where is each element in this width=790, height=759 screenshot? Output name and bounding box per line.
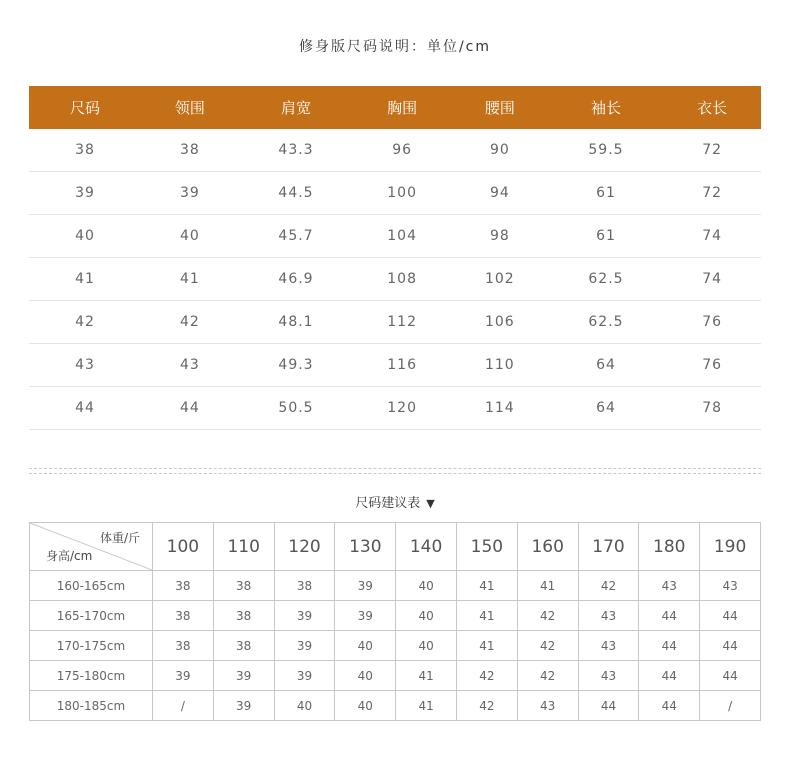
size-cell: 42 <box>578 571 639 601</box>
table-cell: 90 <box>451 129 549 172</box>
height-range-cell: 175-180cm <box>30 661 153 691</box>
recommend-table <box>29 522 761 721</box>
size-cell: 40 <box>274 691 335 721</box>
height-range-cell: 160-165cm <box>30 571 153 601</box>
header-cell: 尺码 <box>29 86 141 129</box>
size-cell: 38 <box>153 601 214 631</box>
table-cell: 62.5 <box>549 301 664 344</box>
size-cell: 44 <box>639 661 700 691</box>
table-cell: 76 <box>663 301 761 344</box>
table-cell: 61 <box>549 215 664 258</box>
size-cell: 38 <box>153 631 214 661</box>
table-cell: 50.5 <box>239 387 354 430</box>
table-cell: 98 <box>451 215 549 258</box>
height-range-cell: 180-185cm <box>30 691 153 721</box>
table-cell: 40 <box>29 215 141 258</box>
table-row <box>30 571 761 601</box>
size-cell: 43 <box>517 691 578 721</box>
size-cell: 42 <box>517 601 578 631</box>
weight-axis-label: 体重/斤 <box>99 531 140 545</box>
size-chart-header-row <box>29 86 761 129</box>
table-cell: 64 <box>549 387 664 430</box>
size-cell: 41 <box>396 691 457 721</box>
size-cell: 44 <box>639 691 700 721</box>
table-cell: 44 <box>141 387 239 430</box>
recommend-title-text: 尺码建议表 <box>355 496 421 511</box>
height-axis-label: 身高/cm <box>46 549 93 563</box>
table-cell: 59.5 <box>549 129 664 172</box>
table-cell: 39 <box>141 172 239 215</box>
header-cell: 袖长 <box>549 86 664 129</box>
table-cell: 102 <box>451 258 549 301</box>
table-row <box>29 215 761 258</box>
table-cell: 74 <box>663 215 761 258</box>
size-cell: 43 <box>578 601 639 631</box>
table-cell: 42 <box>29 301 141 344</box>
size-cell: 43 <box>578 661 639 691</box>
table-cell: 104 <box>353 215 451 258</box>
size-cell: 44 <box>700 601 761 631</box>
table-cell: 41 <box>141 258 239 301</box>
size-cell: 39 <box>274 661 335 691</box>
recommend-title <box>0 492 790 511</box>
table-cell: 44.5 <box>239 172 354 215</box>
size-cell: 42 <box>517 631 578 661</box>
size-cell: 41 <box>396 661 457 691</box>
table-cell: 106 <box>451 301 549 344</box>
size-cell: 41 <box>456 571 517 601</box>
size-cell: 40 <box>396 571 457 601</box>
table-cell: 48.1 <box>239 301 354 344</box>
table-cell: 120 <box>353 387 451 430</box>
size-cell: 39 <box>153 661 214 691</box>
size-cell: 41 <box>517 571 578 601</box>
size-cell: 43 <box>639 571 700 601</box>
size-cell: 44 <box>639 601 700 631</box>
size-cell: 40 <box>396 631 457 661</box>
weight-header-cell: 150 <box>456 523 517 571</box>
weight-header-cell: 120 <box>274 523 335 571</box>
table-cell: 44 <box>29 387 141 430</box>
size-cell: / <box>700 691 761 721</box>
table-cell: 96 <box>353 129 451 172</box>
recommend-header-row <box>30 523 761 571</box>
size-cell: 44 <box>700 661 761 691</box>
table-cell: 114 <box>451 387 549 430</box>
header-cell: 衣长 <box>663 86 761 129</box>
height-range-cell: 170-175cm <box>30 631 153 661</box>
size-cell: 41 <box>456 631 517 661</box>
table-cell: 38 <box>141 129 239 172</box>
size-cell: 40 <box>335 691 396 721</box>
dashed-divider <box>29 468 761 474</box>
header-cell: 领围 <box>141 86 239 129</box>
header-cell: 胸围 <box>353 86 451 129</box>
size-cell: 44 <box>700 631 761 661</box>
table-cell: 108 <box>353 258 451 301</box>
table-cell: 38 <box>29 129 141 172</box>
table-cell: 112 <box>353 301 451 344</box>
size-cell: 42 <box>517 661 578 691</box>
table-cell: 72 <box>663 172 761 215</box>
size-chart-table <box>29 86 761 430</box>
corner-cell <box>30 523 153 571</box>
size-cell: / <box>153 691 214 721</box>
height-range-cell: 165-170cm <box>30 601 153 631</box>
table-row <box>30 601 761 631</box>
table-cell: 76 <box>663 344 761 387</box>
table-cell: 61 <box>549 172 664 215</box>
size-cell: 39 <box>335 601 396 631</box>
size-cell: 38 <box>213 631 274 661</box>
size-cell: 42 <box>456 661 517 691</box>
size-cell: 40 <box>335 661 396 691</box>
table-cell: 39 <box>29 172 141 215</box>
table-cell: 41 <box>29 258 141 301</box>
weight-header-cell: 140 <box>396 523 457 571</box>
table-cell: 78 <box>663 387 761 430</box>
table-row <box>29 301 761 344</box>
table-cell: 100 <box>353 172 451 215</box>
table-cell: 43.3 <box>239 129 354 172</box>
table-cell: 116 <box>353 344 451 387</box>
size-cell: 38 <box>213 571 274 601</box>
table-cell: 94 <box>451 172 549 215</box>
size-cell: 40 <box>396 601 457 631</box>
weight-header-cell: 130 <box>335 523 396 571</box>
weight-header-cell: 190 <box>700 523 761 571</box>
size-cell: 39 <box>335 571 396 601</box>
weight-header-cell: 110 <box>213 523 274 571</box>
table-row <box>30 691 761 721</box>
size-cell: 39 <box>274 631 335 661</box>
table-cell: 43 <box>29 344 141 387</box>
table-cell: 40 <box>141 215 239 258</box>
table-cell: 42 <box>141 301 239 344</box>
table-cell: 46.9 <box>239 258 354 301</box>
table-cell: 64 <box>549 344 664 387</box>
table-cell: 62.5 <box>549 258 664 301</box>
table-cell: 74 <box>663 258 761 301</box>
size-cell: 40 <box>335 631 396 661</box>
weight-header-cell: 180 <box>639 523 700 571</box>
weight-header-cell: 100 <box>153 523 214 571</box>
size-cell: 38 <box>153 571 214 601</box>
table-cell: 72 <box>663 129 761 172</box>
table-row <box>29 387 761 430</box>
size-cell: 39 <box>213 691 274 721</box>
table-cell: 110 <box>451 344 549 387</box>
size-cell: 43 <box>700 571 761 601</box>
header-cell: 腰围 <box>451 86 549 129</box>
header-cell: 肩宽 <box>239 86 354 129</box>
triangle-down-icon: ▼ <box>426 497 435 510</box>
size-cell: 42 <box>456 691 517 721</box>
table-row <box>29 344 761 387</box>
size-cell: 43 <box>578 631 639 661</box>
table-row <box>29 129 761 172</box>
size-cell: 41 <box>456 601 517 631</box>
weight-header-cell: 170 <box>578 523 639 571</box>
size-cell: 38 <box>274 571 335 601</box>
size-cell: 44 <box>578 691 639 721</box>
table-row <box>30 631 761 661</box>
table-row <box>30 661 761 691</box>
table-row <box>29 172 761 215</box>
size-chart-title: 修身版尺码说明：单位/cm <box>298 39 492 55</box>
table-row <box>29 258 761 301</box>
table-cell: 49.3 <box>239 344 354 387</box>
size-cell: 44 <box>639 631 700 661</box>
size-cell: 39 <box>213 661 274 691</box>
table-cell: 43 <box>141 344 239 387</box>
size-cell: 38 <box>213 601 274 631</box>
size-cell: 39 <box>274 601 335 631</box>
table-cell: 45.7 <box>239 215 354 258</box>
weight-header-cell: 160 <box>517 523 578 571</box>
